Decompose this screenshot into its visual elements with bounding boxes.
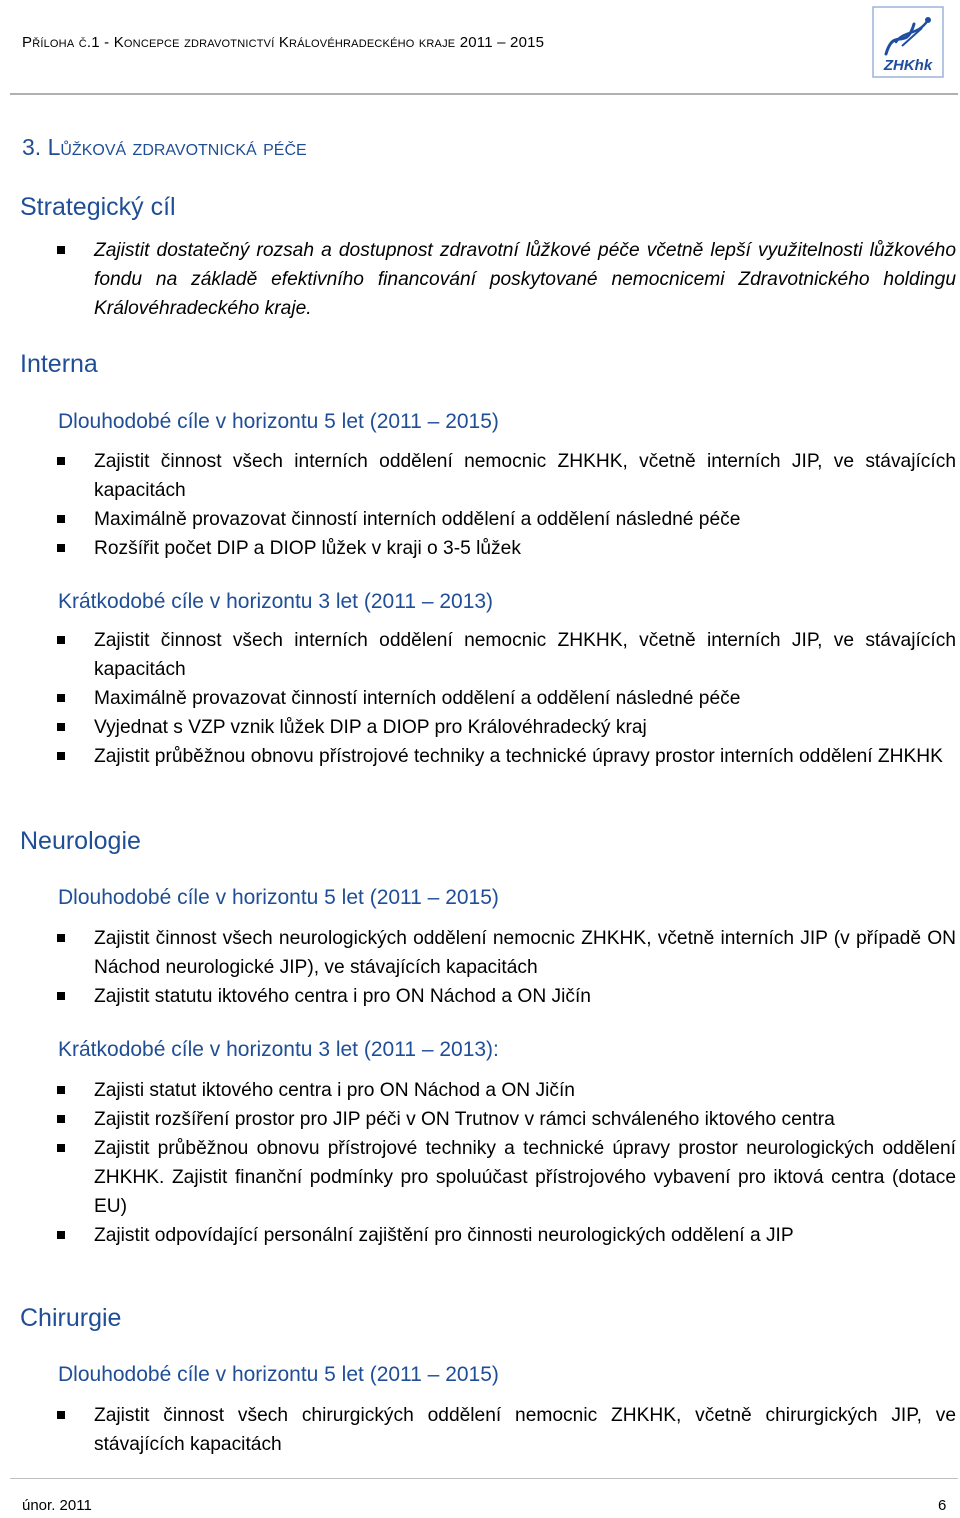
list-item: Zajistit činnost všech interních oddělení nemocnic ZHKHK, včetně interních JIP, ve stávajících kapacitách [56,626,956,684]
list-item: Maximálně provazovat činností interních oddělení a oddělení následné péče [56,684,956,713]
chirurgie-long-heading: Dlouhodobé cíle v horizontu 5 let (2011 – 2015) [58,1363,499,1386]
bullet-icon [57,1411,65,1419]
list-item: Zajistit odpovídající personální zajištění pro činnosti neurologických oddělení a JIP [56,1221,956,1250]
interna-long-heading: Dlouhodobé cíle v horizontu 5 let (2011 – 2015) [58,410,499,433]
interna-long-list [56,447,956,563]
chapter-title [22,134,307,161]
strategic-list [56,236,956,323]
section-heading-interna: Interna [20,350,98,378]
chapter-number: 3. [22,134,42,160]
bullet-icon [57,544,65,552]
list-item: Zajistit činnost všech neurologických oddělení nemocnic ZHKHK, včetně interních JIP (v případě ON Náchod neurologické JIP), ve stávajících kapacitách [56,924,956,982]
list-item: Maximálně provazovat činností interních oddělení a oddělení následné péče [56,505,956,534]
bullet-icon [57,694,65,702]
bullet-icon [57,246,65,254]
page-number: 6 [938,1497,947,1514]
chirurgie-long-list [56,1401,956,1459]
list-item: Rozšířit počet DIP a DIOP lůžek v kraji o 3-5 lůžek [56,534,956,563]
bullet-icon [57,1231,65,1239]
list-item: Zajistit průběžnou obnovu přístrojové techniky a technické úpravy prostor interních oddělení ZHKHK [56,742,956,771]
interna-short-heading: Krátkodobé cíle v horizontu 3 let (2011 – 2013) [58,590,494,613]
chapter-name: Lůžková zdravotnická péče [47,134,307,160]
footer-divider [10,1478,958,1479]
interna-short-list [56,626,956,771]
neurologie-short-heading: Krátkodobé cíle v horizontu 3 let (2011 – 2013): [58,1038,499,1061]
list-item: Vyjednat s VZP vznik lůžek DIP a DIOP pro Královéhradecký kraj [56,713,956,742]
running-header: Příloha č.1 - Koncepce zdravotnictví Královéhradeckého kraje 2011 – 2015 [22,34,545,51]
list-item: Zajistit průběžnou obnovu přístrojové techniky a technické úpravy prostor neurologických oddělení ZHKHK. Zajistit finanční podmínky pro spoluúčast přístrojového vybavení pro iktová centra (dotace EU) [56,1134,956,1221]
bullet-icon [57,1115,65,1123]
bullet-icon [57,752,65,760]
bullet-icon [57,992,65,1000]
logo-text: ZHKhk [883,57,933,74]
section-heading-chirurgie: Chirurgie [20,1304,122,1332]
list-item: Zajistit statutu iktového centra i pro ON Náchod a ON Jičín [56,982,956,1011]
bullet-icon [57,723,65,731]
zhkhk-logo-icon [872,6,944,78]
bullet-icon [57,1144,65,1152]
list-item: Zajistit rozšíření prostor pro JIP péči v ON Trutnov v rámci schváleného iktového centra [56,1105,956,1134]
header-divider [10,93,958,95]
bullet-icon [57,636,65,644]
neurologie-long-list [56,924,956,1011]
footer-date: únor. 2011 [22,1497,92,1514]
list-item: Zajisti statut iktového centra i pro ON Náchod a ON Jičín [56,1076,956,1105]
bullet-icon [57,515,65,523]
section-heading-neurologie: Neurologie [20,827,141,855]
neurologie-short-list [56,1076,956,1250]
list-item: Zajistit dostatečný rozsah a dostupnost zdravotní lůžkové péče včetně lepší využitelnosti lůžkového fondu na základě efektivního financování poskytované nemocnicemi Zdravotnického holdingu Královéhradeckého kraje. [56,236,956,323]
bullet-icon [57,457,65,465]
list-item: Zajistit činnost všech interních oddělení nemocnic ZHKHK, včetně interních JIP, ve stávajících kapacitách [56,447,956,505]
strategic-heading: Strategický cíl [20,193,176,221]
neurologie-long-heading: Dlouhodobé cíle v horizontu 5 let (2011 – 2015) [58,886,499,909]
bullet-icon [57,1086,65,1094]
bullet-icon [57,934,65,942]
list-item: Zajistit činnost všech chirurgických oddělení nemocnic ZHKHK, včetně chirurgických JIP, ve stávajících kapacitách [56,1401,956,1459]
